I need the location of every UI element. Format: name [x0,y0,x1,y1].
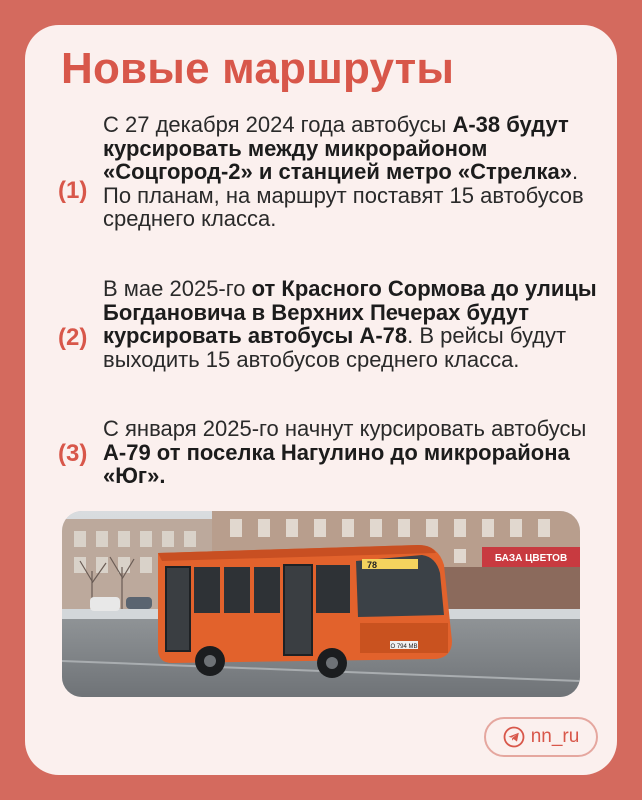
item-text-3 [103,417,603,488]
item-number-3: (3) [58,440,88,467]
car-dark [126,597,152,609]
item-2-text-plain-1: В мае 2025-го [103,276,252,301]
bus-wheel-front-hub [326,657,338,669]
news-card [25,25,617,775]
telegram-badge[interactable] [484,717,598,757]
item-1-text-bold: А-38 будут курсировать между микрорайоном «Соцгород-2» и станцией метро «Стрелка» [103,112,572,184]
telegram-icon [503,726,525,748]
car-white [90,597,120,611]
bus [158,545,452,678]
item-text-1 [103,113,603,231]
item-number-2: (2) [58,324,88,351]
item-3-text-bold: А-79 от поселка Нагулино до микрорайона «Юг». [103,439,570,488]
bus-window-4 [316,565,350,613]
badge-label: nn_ru [530,726,580,747]
bus-door-front [166,567,190,651]
item-number-1: (1) [58,177,88,204]
bus-door-middle [284,565,312,655]
bus-wheel-rear-hub [204,655,216,667]
bus-window-1 [194,567,220,613]
bus-window-2 [224,567,250,613]
bus-window-3 [254,567,280,613]
item-1-text-plain-1: С 27 декабря 2024 года автобусы [103,112,453,137]
bus-photo [62,511,580,697]
item-2-text-plain-2: . В рейсы будут выходить 15 автобусов среднего класса. [103,323,567,372]
item-3-text-plain: С января 2025-го начнут курсировать автобусы [103,416,587,441]
shop-front [442,567,580,611]
item-text-2 [103,277,603,371]
route-sign-text: 78 [367,560,378,570]
license-plate-text: О 794 МВ [390,644,418,650]
shop-sign-text: БАЗА ЦВЕТОВ [494,553,568,564]
item-1-text-plain-2: . По планам, на маршрут поставят 15 автобусов среднего класса. [103,159,584,231]
page-title: Новые маршруты [61,44,455,93]
item-2-text-bold: от Красного Сормова до улицы Богдановича в Верхних Печерах будут курсировать автобусы А-78 [103,276,597,348]
bus-photo-illustration [62,511,580,697]
